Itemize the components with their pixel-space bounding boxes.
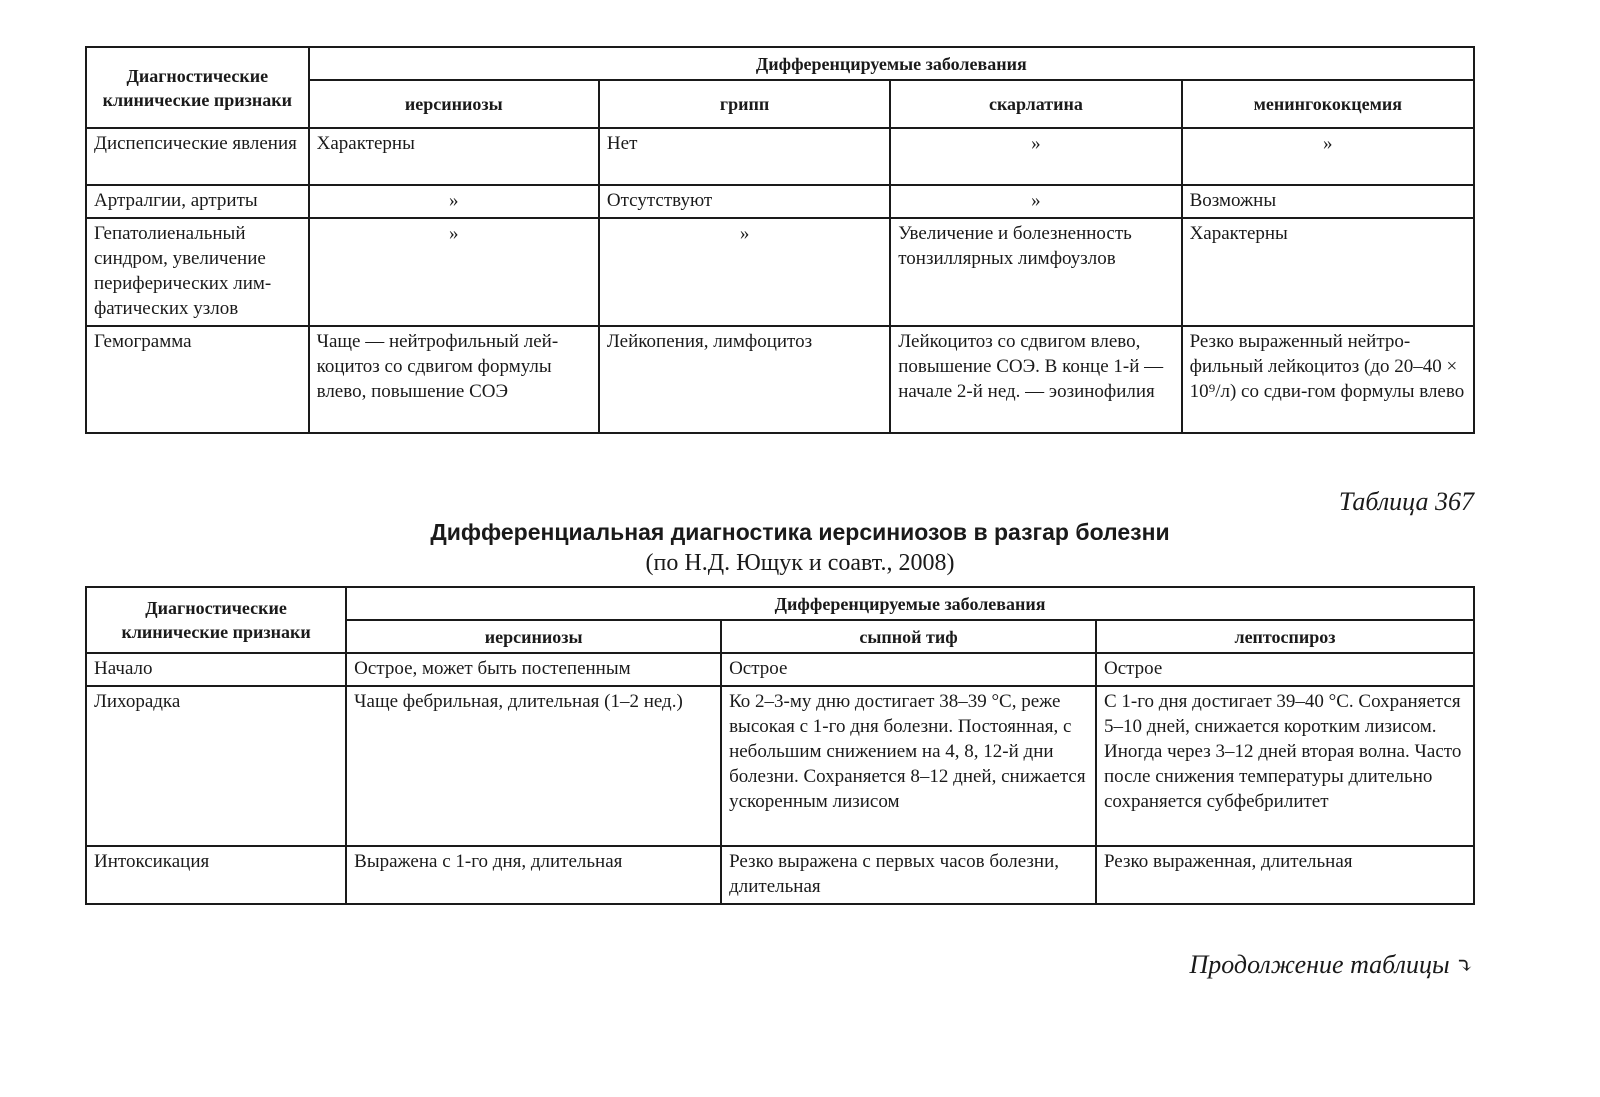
table-cell: » bbox=[309, 185, 599, 218]
row-label: Начало bbox=[86, 653, 346, 686]
table-cell: » bbox=[890, 185, 1181, 218]
column-header: скарлатина bbox=[890, 80, 1181, 128]
column-header: иерсиниозы bbox=[309, 80, 599, 128]
continued-label: Продолжение таблицы bbox=[1189, 950, 1450, 979]
header-group: Дифференцируемые заболевания bbox=[309, 47, 1474, 80]
table-title: Дифференциальная диагностика иерсиниозов в разгар болезни bbox=[430, 519, 1170, 545]
table-cell: » bbox=[309, 218, 599, 326]
column-header: иерсиниозы bbox=[346, 620, 721, 653]
table-row bbox=[86, 653, 1474, 686]
column-header: лептоспироз bbox=[1096, 620, 1474, 653]
curved-arrow-down-icon: ⤵ bbox=[1455, 953, 1474, 978]
table-cell: Острое bbox=[721, 653, 1096, 686]
table-cell: Характерны bbox=[1182, 218, 1474, 326]
row-label: Лихорадка bbox=[86, 686, 346, 846]
column-header: сыпной тиф bbox=[721, 620, 1096, 653]
table-cell: Резко выраженная, длительная bbox=[1096, 846, 1474, 904]
table-1 bbox=[85, 46, 1475, 434]
header-criteria: Диагностические клинические признаки bbox=[86, 47, 309, 128]
continued-note bbox=[1189, 950, 1474, 980]
table-cell: С 1-го дня достигает 39–40 °С. Сохраняется 5–10 дней, снижается коротким лизисом. Иногда через 3–12 дней вторая волна. Часто после снижения температуры длительно сохраняется субфебрилитет bbox=[1096, 686, 1474, 846]
table-cell: » bbox=[890, 128, 1181, 185]
row-label: Диспепсические явления bbox=[86, 128, 309, 185]
row-label: Гемограмма bbox=[86, 326, 309, 433]
table-cell: Выражена с 1-го дня, длительная bbox=[346, 846, 721, 904]
table-cell: Резко выраженный нейтро-фильный лейкоцитоз (до 20–40 × 10⁹/л) со сдви-гом формулы влево bbox=[1182, 326, 1474, 433]
table-cell: Резко выражена с первых часов болезни, длительная bbox=[721, 846, 1096, 904]
column-header: грипп bbox=[599, 80, 890, 128]
table-row bbox=[86, 128, 1474, 185]
table-row bbox=[86, 686, 1474, 846]
table-cell: Отсутствуют bbox=[599, 185, 890, 218]
header-group: Дифференцируемые заболевания bbox=[346, 587, 1474, 620]
header-criteria: Диагностические клинические признаки bbox=[86, 587, 346, 653]
table-cell: Чаще — нейтрофильный лей-коцитоз со сдвигом формулы влево, повышение СОЭ bbox=[309, 326, 599, 433]
table-cell: Характерны bbox=[309, 128, 599, 185]
table-cell: Ко 2–3-му дню достигает 38–39 °С, реже высокая с 1-го дня болезни. Постоянная, с небольшим снижением на 4, 8, 12-й дни болезни. Сохраняется 8–12 дней, снижается ускоренным лизисом bbox=[721, 686, 1096, 846]
table-2 bbox=[85, 586, 1475, 905]
table-cell: » bbox=[1182, 128, 1474, 185]
table-source: (по Н.Д. Ющук и соавт., 2008) bbox=[645, 550, 955, 576]
table-number: Таблица 367 bbox=[1338, 487, 1474, 516]
table-row bbox=[86, 218, 1474, 326]
column-header: менингококцемия bbox=[1182, 80, 1474, 128]
table-row bbox=[86, 326, 1474, 433]
table-cell: Лейкопения, лимфоцитоз bbox=[599, 326, 890, 433]
table-row bbox=[86, 185, 1474, 218]
table-cell: Острое bbox=[1096, 653, 1474, 686]
table-cell: Лейкоцитоз со сдвигом влево, повышение СОЭ. В конце 1-й — начале 2-й нед. — эозинофилия bbox=[890, 326, 1181, 433]
row-label: Гепатолиенальный синдром, увеличение периферических лим-фатических узлов bbox=[86, 218, 309, 326]
row-label: Артралгии, артриты bbox=[86, 185, 309, 218]
table-cell: » bbox=[599, 218, 890, 326]
table-cell: Увеличение и болезненность тонзиллярных лимфоузлов bbox=[890, 218, 1181, 326]
row-label: Интоксикация bbox=[86, 846, 346, 904]
table-cell: Нет bbox=[599, 128, 890, 185]
table-cell: Чаще фебрильная, длительная (1–2 нед.) bbox=[346, 686, 721, 846]
table-row bbox=[86, 846, 1474, 904]
table-cell: Возможны bbox=[1182, 185, 1474, 218]
table-cell: Острое, может быть постепенным bbox=[346, 653, 721, 686]
